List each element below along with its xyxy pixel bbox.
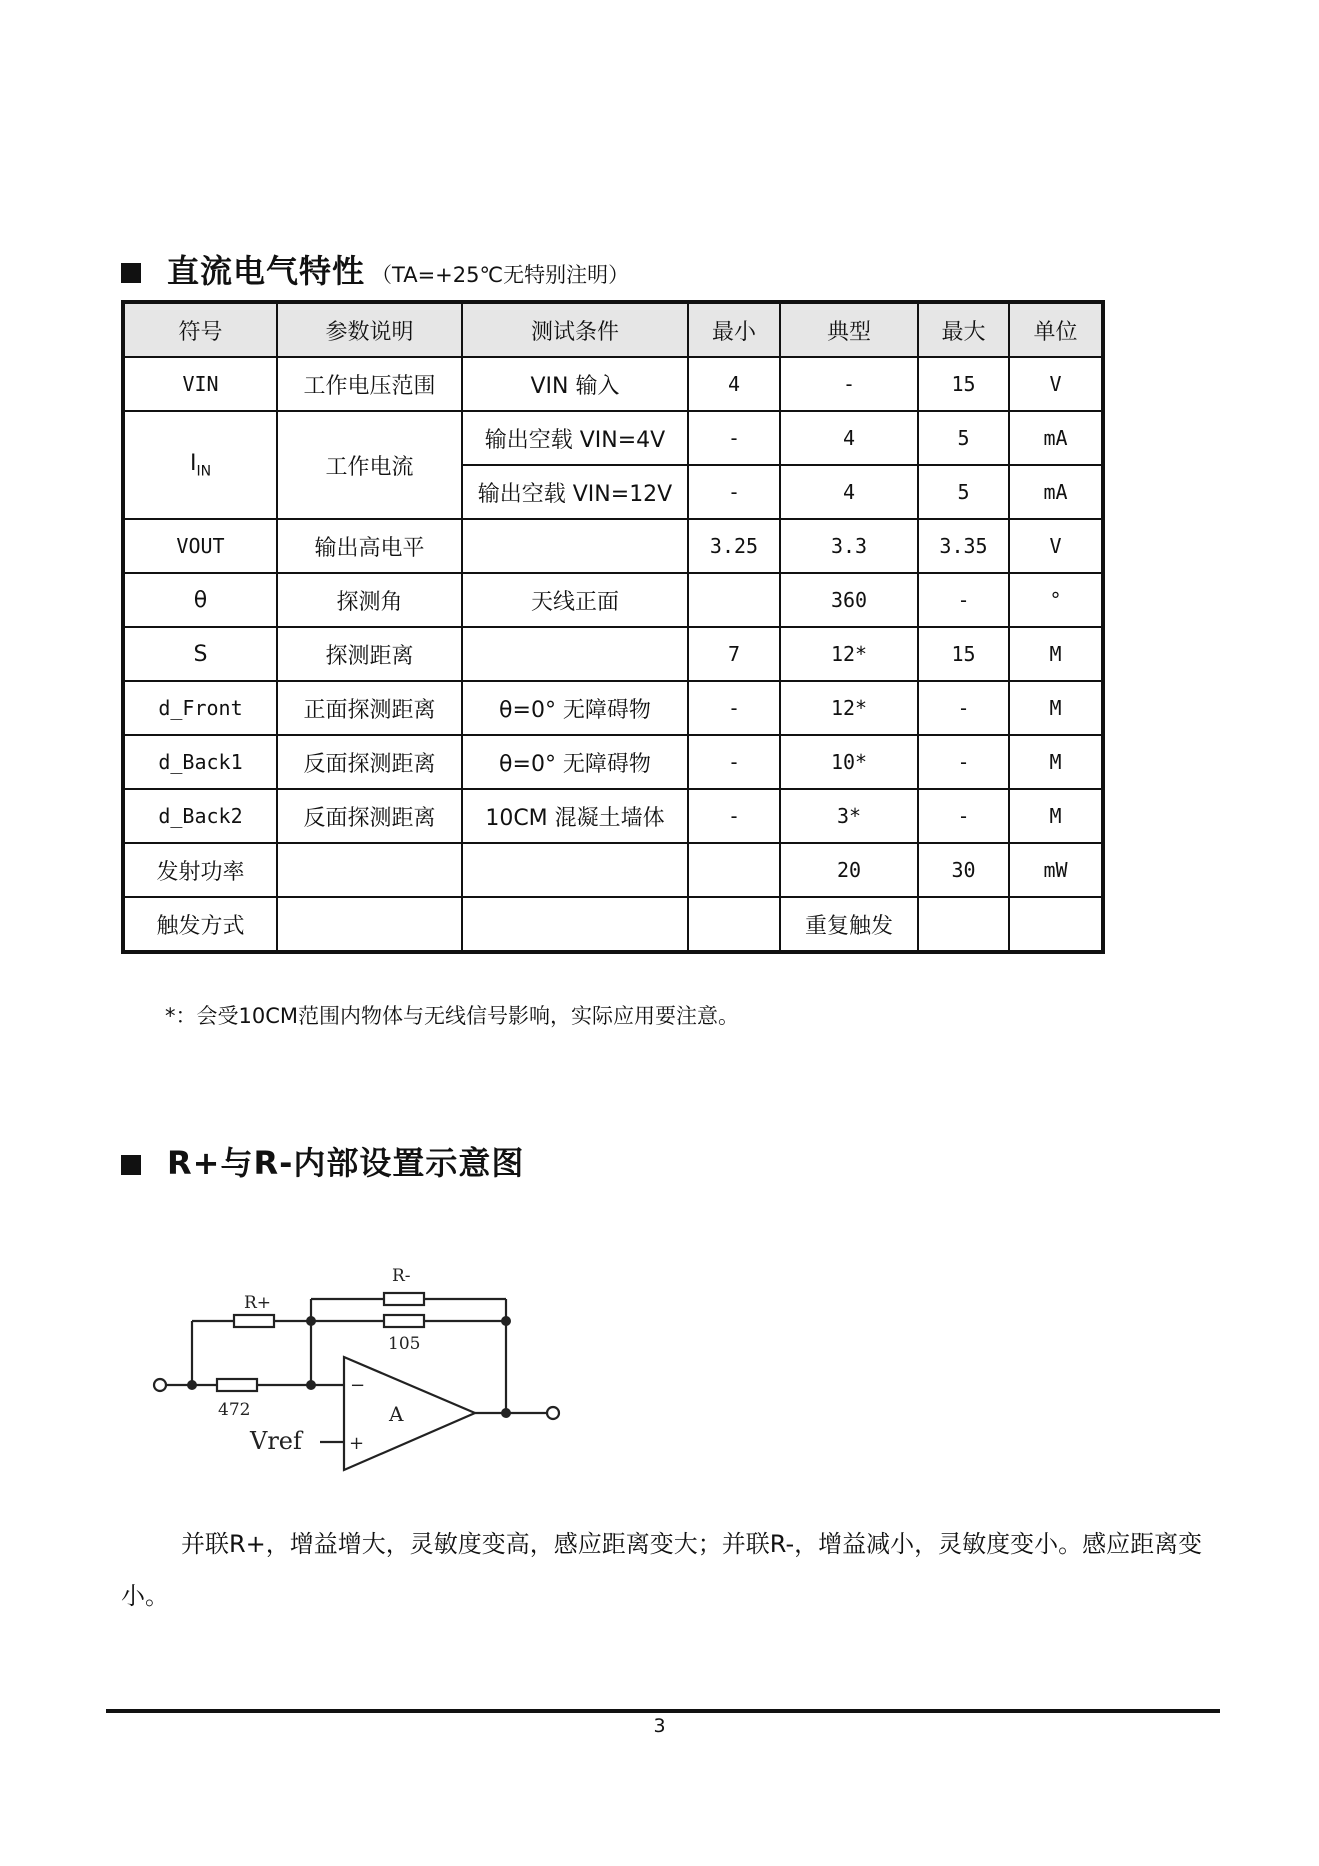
section-title-dc-characteristics [121, 246, 629, 292]
cell-symbol: 发射功率 [123, 843, 277, 897]
cell-param: 工作电压范围 [277, 357, 462, 411]
cell-unit: mA [1009, 465, 1103, 519]
table-row [123, 573, 1103, 627]
cell-typ: 4 [780, 465, 918, 519]
table-row [123, 897, 1103, 952]
cell-typ: 重复触发 [780, 897, 918, 952]
cell-min [688, 897, 780, 952]
header-cell: 最大 [918, 302, 1009, 357]
cell-cond: VIN 输入 [462, 357, 688, 411]
table-header-row [123, 302, 1103, 357]
cell-unit: ° [1009, 573, 1103, 627]
cell-cond: 输出空载 VIN=12V [462, 465, 688, 519]
cell-symbol: VOUT [123, 519, 277, 573]
cell-unit: mA [1009, 411, 1103, 465]
section-title-r-settings [121, 1138, 524, 1184]
header-cell: 符号 [123, 302, 277, 357]
cell-typ: 3* [780, 789, 918, 843]
table-row [123, 843, 1103, 897]
input-terminal [154, 1379, 166, 1391]
cell-symbol: d_Back1 [123, 735, 277, 789]
cell-symbol: d_Front [123, 681, 277, 735]
cell-cond: θ=0° 无障碍物 [462, 735, 688, 789]
r-minus-label: R- [392, 1266, 411, 1286]
cell-max: 30 [918, 843, 1009, 897]
cell-typ: 10* [780, 735, 918, 789]
cell-cond: 天线正面 [462, 573, 688, 627]
cell-param [277, 843, 462, 897]
cell-max: - [918, 681, 1009, 735]
cell-min: - [688, 735, 780, 789]
cell-unit: M [1009, 789, 1103, 843]
cell-param: 反面探测距离 [277, 735, 462, 789]
cell-cond: 输出空载 VIN=4V [462, 411, 688, 465]
cell-cond [462, 627, 688, 681]
cell-param: 正面探测距离 [277, 681, 462, 735]
cell-typ: 12* [780, 681, 918, 735]
cell-param: 反面探测距离 [277, 789, 462, 843]
cell-max: - [918, 789, 1009, 843]
table-row [123, 789, 1103, 843]
section-heading: R+与R-内部设置示意图 [167, 1144, 525, 1182]
cell-param: 工作电流 [277, 411, 462, 519]
table-row [123, 411, 1103, 465]
cell-min: - [688, 465, 780, 519]
cell-typ: 360 [780, 573, 918, 627]
cell-min: - [688, 411, 780, 465]
r-plus-resistor [234, 1315, 274, 1327]
cell-min: 3.25 [688, 519, 780, 573]
cell-max: 15 [918, 357, 1009, 411]
cell-unit: mW [1009, 843, 1103, 897]
cell-typ: 20 [780, 843, 918, 897]
table-row [123, 519, 1103, 573]
r-105-resistor [384, 1315, 424, 1327]
cell-max: 15 [918, 627, 1009, 681]
r-472-label: 472 [218, 1400, 251, 1420]
cell-unit [1009, 897, 1103, 952]
cell-typ: 12* [780, 627, 918, 681]
cell-symbol: S [123, 627, 277, 681]
header-cell: 单位 [1009, 302, 1103, 357]
r-plus-label: R+ [244, 1293, 272, 1313]
cell-symbol: VIN [123, 357, 277, 411]
cell-min [688, 573, 780, 627]
header-cell: 典型 [780, 302, 918, 357]
r-minus-resistor [384, 1293, 424, 1305]
cell-symbol [123, 411, 277, 519]
cell-min: 7 [688, 627, 780, 681]
cell-min: - [688, 681, 780, 735]
r-472-resistor [217, 1379, 257, 1391]
cell-symbol: d_Back2 [123, 789, 277, 843]
square-bullet-icon [121, 1155, 141, 1175]
description-paragraph [121, 1518, 1211, 1622]
cell-cond [462, 897, 688, 952]
cell-max [918, 897, 1009, 952]
cell-max: - [918, 735, 1009, 789]
vref-label: Vref [250, 1427, 302, 1455]
cell-typ: 3.3 [780, 519, 918, 573]
header-cell: 参数说明 [277, 302, 462, 357]
cell-param: 探测距离 [277, 627, 462, 681]
cell-unit: V [1009, 519, 1103, 573]
cell-param: 探测角 [277, 573, 462, 627]
minus-input-sign: − [350, 1375, 366, 1396]
cell-param [277, 897, 462, 952]
symbol-subscript: IN [196, 463, 212, 480]
table-row [123, 735, 1103, 789]
symbol-main: I [189, 450, 197, 476]
op-amp-schematic [140, 1220, 580, 1500]
cell-symbol: θ [123, 573, 277, 627]
table-footnote: *：会受10CM范围内物体与无线信号影响，实际应用要注意。 [165, 1004, 740, 1028]
header-cell: 测试条件 [462, 302, 688, 357]
section-heading: 直流电气特性 [167, 252, 366, 290]
cell-unit: V [1009, 357, 1103, 411]
cell-unit: M [1009, 627, 1103, 681]
table-row [123, 681, 1103, 735]
cell-cond [462, 519, 688, 573]
cell-unit: M [1009, 681, 1103, 735]
output-terminal [547, 1407, 559, 1419]
footer-divider [106, 1709, 1220, 1713]
electrical-characteristics-table [121, 300, 1105, 954]
cell-typ: 4 [780, 411, 918, 465]
cell-max: 5 [918, 465, 1009, 519]
square-bullet-icon [121, 263, 141, 283]
table-row [123, 357, 1103, 411]
cell-cond: θ=0° 无障碍物 [462, 681, 688, 735]
cell-max: 5 [918, 411, 1009, 465]
cell-typ: - [780, 357, 918, 411]
cell-min [688, 843, 780, 897]
cell-min: 4 [688, 357, 780, 411]
plus-input-sign: + [349, 1433, 365, 1454]
cell-cond [462, 843, 688, 897]
page-number: 3 [653, 1715, 666, 1737]
header-cell: 最小 [688, 302, 780, 357]
section-note: （TA=+25℃无特别注明） [371, 263, 630, 287]
description-text: 并联R+，增益增大，灵敏度变高，感应距离变大；并联R-，增益减小，灵敏度变小。感应距离变小。 [121, 1530, 1203, 1610]
cell-unit: M [1009, 735, 1103, 789]
cell-max: - [918, 573, 1009, 627]
cell-param: 输出高电平 [277, 519, 462, 573]
cell-cond: 10CM 混凝土墙体 [462, 789, 688, 843]
cell-min: - [688, 789, 780, 843]
r-105-label: 105 [388, 1334, 421, 1354]
amp-label: A [389, 1402, 404, 1426]
cell-max: 3.35 [918, 519, 1009, 573]
table-row [123, 627, 1103, 681]
cell-symbol: 触发方式 [123, 897, 277, 952]
